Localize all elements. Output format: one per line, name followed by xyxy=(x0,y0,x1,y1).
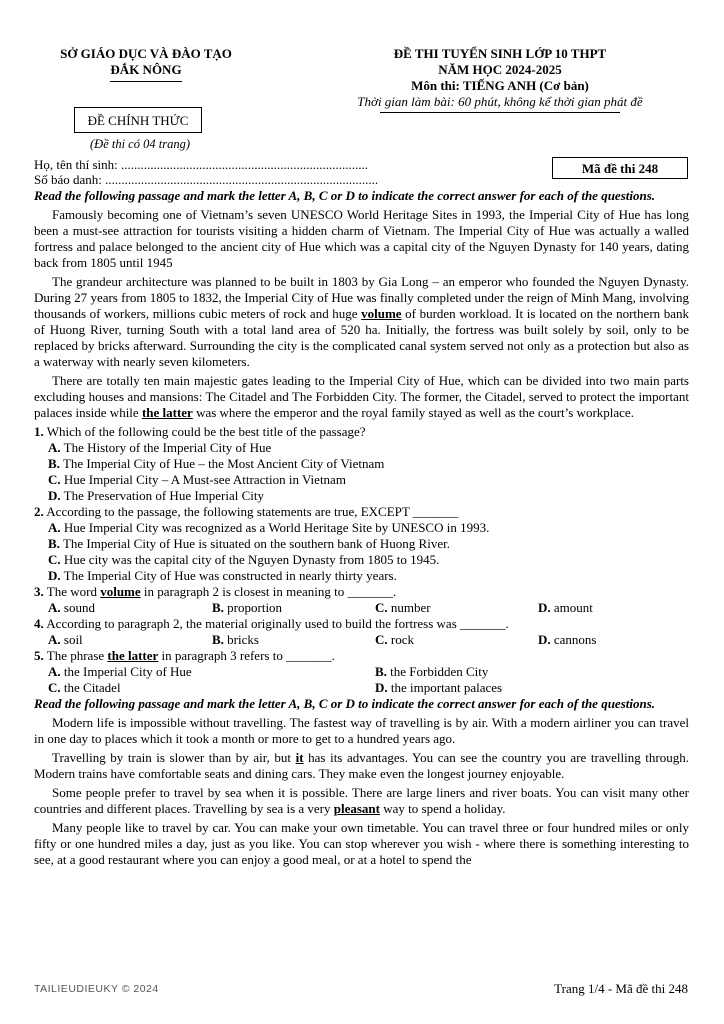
option-text: the Imperial City of Hue xyxy=(63,664,192,679)
question-1 xyxy=(34,424,689,440)
question-3 xyxy=(34,584,689,600)
text-span: The grandeur architecture was planned to be built in 1803 by Gia Long – an emperor who founded the Nguyen Dynasty. During 27 years from 1805 to 1832, the Imperial City of Hue was finally completed under the reign of Minh Mang, involving thousands of workers, millions cubic meters of rock and huge xyxy=(34,274,689,321)
question-text: According to the passage, the following statements are true, EXCEPT _______ xyxy=(43,504,459,519)
option-text: cannons xyxy=(553,632,597,647)
text-span: Travelling by train is slower than by air, but xyxy=(52,750,296,765)
watermark: TAILIEUDIEUKY © 2024 xyxy=(34,983,159,995)
question-2 xyxy=(34,504,689,520)
option-a[interactable]: A. the Imperial City of Hue xyxy=(48,664,192,679)
question-number: 4. xyxy=(34,616,44,631)
option-b[interactable]: B. the Forbidden City xyxy=(375,664,489,679)
option-c[interactable]: C. number xyxy=(375,600,431,615)
question-5 xyxy=(34,648,689,664)
option-text: the Forbidden City xyxy=(390,664,489,679)
school-year: NĂM HỌC 2024-2025 xyxy=(438,62,562,77)
time-note: Thời gian làm bài: 60 phút, không kể thời gian phát đề xyxy=(357,94,643,109)
options-row xyxy=(48,600,689,616)
section-instruction: Read the following passage and mark the letter A, B, C or D to indicate the correct answer for each of the questions. xyxy=(34,188,656,203)
option-a[interactable]: A. sound xyxy=(48,600,95,615)
option-text: soil xyxy=(63,632,83,647)
page-info: Trang 1/4 - Mã đề thi 248 xyxy=(554,981,688,996)
option-text: rock xyxy=(390,632,414,647)
option-text: The Imperial City of Hue is situated on the southern bank of Huong River. xyxy=(62,536,450,551)
question-number: 2. xyxy=(34,504,44,519)
candidate-name-field: Họ, tên thí sinh: ............................................................................ xyxy=(34,157,369,172)
text-span: of burden workload. It is located on the northern bank of Huong River, turning South with a total land area of 520 ha. Initially, the fortress was built solely by soil, only to be replaced by bricks afterward. Surrounding the city is the complicated canal system served not only as a protection but also as a waterway with nearly seven kilometers. xyxy=(34,306,689,369)
option-a[interactable]: A. soil xyxy=(48,632,83,647)
section-instruction: Read the following passage and mark the letter A, B, C or D to indicate the correct answer for each of the questions. xyxy=(34,696,656,711)
pages-note: (Đề thi có 04 trang) xyxy=(90,137,190,151)
question-text: The phrase xyxy=(43,648,108,663)
keyword: volume xyxy=(100,584,141,599)
question-number: 1. xyxy=(34,424,44,439)
passage-paragraph xyxy=(34,274,689,370)
question-number: 3. xyxy=(34,584,44,599)
option-text: Hue city was the capital city of the Nguyen Dynasty from 1805 to 1945. xyxy=(63,552,440,567)
option-c[interactable]: C. Hue Imperial City – A Must-see Attraction in Vietnam xyxy=(48,472,346,487)
option-d[interactable]: D. cannons xyxy=(538,632,597,647)
question-text: The word xyxy=(43,584,101,599)
option-text: the important palaces xyxy=(390,680,503,695)
option-b[interactable]: B. The Imperial City of Hue – the Most Ancient City of Vietnam xyxy=(48,456,385,471)
question-text: Which of the following could be the best title of the passage? xyxy=(43,424,366,439)
option-text: bricks xyxy=(227,632,259,647)
option-d[interactable]: D. the important palaces xyxy=(375,680,503,695)
subject: Môn thi: TIẾNG ANH (Cơ bản) xyxy=(411,78,589,93)
option-c[interactable]: C. Hue city was the capital city of the Nguyen Dynasty from 1805 to 1945. xyxy=(48,552,440,567)
option-b[interactable]: B. The Imperial City of Hue is situated on the southern bank of Huong River. xyxy=(48,536,450,551)
option-text: proportion xyxy=(227,600,283,615)
option-text: The Imperial City of Hue was constructed in nearly thirty years. xyxy=(63,568,397,583)
official-badge: ĐỀ CHÍNH THỨC xyxy=(74,107,202,133)
keyword: the latter xyxy=(141,405,193,420)
option-text: number xyxy=(390,600,431,615)
keyword: volume xyxy=(361,306,402,321)
passage-paragraph xyxy=(34,373,689,421)
department-header xyxy=(26,46,266,82)
passage-paragraph: Many people like to travel by car. You can make your own timetable. You can travel three or four hundred miles or only fifty or one hundred miles a day, just as you like. You can stop wherever you wish - where there is something interesting to see, at a good restaurant where you can enjoy a good meal, or at a hotel to spend the xyxy=(34,820,689,867)
option-text: sound xyxy=(63,600,95,615)
exam-header xyxy=(300,46,700,113)
option-text: The Preservation of Hue Imperial City xyxy=(63,488,265,503)
option-text: amount xyxy=(553,600,593,615)
passage-paragraph xyxy=(34,750,689,782)
option-text: the Citadel xyxy=(63,680,121,695)
department-name: SỞ GIÁO DỤC VÀ ĐÀO TẠO xyxy=(60,46,232,61)
divider xyxy=(110,81,182,82)
option-a[interactable]: A. The History of the Imperial City of Hue xyxy=(48,440,272,455)
text-span: There are totally ten main majestic gates leading to the Imperial City of Hue, which can be divided into two main parts excluding houses and mansions: The Citadel and The Forbidden City. The former, the Citadel, served to protect the important palaces inside while xyxy=(34,373,689,420)
question-text: in paragraph 2 is closest in meaning to _______. xyxy=(140,584,397,599)
option-text: The History of the Imperial City of Hue xyxy=(63,440,272,455)
text-span: has its advantages. You can see the country you are travelling through. Modern trains have comfortable seats and dining cars. They make even the longest journey enjoyable. xyxy=(34,750,689,781)
option-text: The Imperial City of Hue – the Most Ancient City of Vietnam xyxy=(62,456,385,471)
passage-paragraph: Modern life is impossible without travelling. The fastest way of travelling is by air. With a modern airliner you can travel in one day to places which it took a month or more to get to a hundred years ago. xyxy=(34,715,689,746)
option-b[interactable]: B. proportion xyxy=(212,600,283,615)
text-span: was where the emperor and the royal family stayed as well as the court’s workplace. xyxy=(192,405,634,420)
passage-paragraph: Famously becoming one of Vietnam’s seven UNESCO World Heritage Sites in 1993, the Imperial City of Hue has long been a must-see attraction for tourists visiting a hidden charm of Vietnam. The Imperial City of Hue was actually a walled fortress and palace belonged to the ancient city of Hue which was a capital city of the Nguyen Dynasty for 140 years, dating back from 1805 until 1945 xyxy=(34,207,689,270)
exam-code-box: Mã đề thi 248 xyxy=(552,157,688,179)
text-span: Some people prefer to travel by sea when it is possible. There are large liners and river boats. You can visit many other countries and different places. Travelling by sea is a very xyxy=(34,785,689,816)
option-b[interactable]: B. bricks xyxy=(212,632,259,647)
exam-content xyxy=(34,188,689,868)
province-name: ĐẮK NÔNG xyxy=(110,62,182,77)
question-text: According to paragraph 2, the material originally used to build the fortress was _______. xyxy=(43,616,509,631)
option-text: Hue Imperial City – A Must-see Attraction in Vietnam xyxy=(63,472,346,487)
candidate-number-field: Số báo danh: .................................................................................... xyxy=(34,172,379,187)
question-text: in paragraph 3 refers to _______. xyxy=(158,648,335,663)
keyword: it xyxy=(295,750,304,765)
options-row xyxy=(48,632,689,648)
keyword: the latter xyxy=(107,648,159,663)
passage-paragraph xyxy=(34,785,689,817)
option-d[interactable]: D. The Preservation of Hue Imperial City xyxy=(48,488,265,503)
text-span: way to spend a holiday. xyxy=(380,801,506,816)
option-text: Hue Imperial City was recognized as a World Heritage Site by UNESCO in 1993. xyxy=(63,520,490,535)
option-a[interactable]: A. Hue Imperial City was recognized as a World Heritage Site by UNESCO in 1993. xyxy=(48,520,490,535)
option-c[interactable]: C. rock xyxy=(375,632,414,647)
keyword: pleasant xyxy=(333,801,380,816)
option-c[interactable]: C. the Citadel xyxy=(48,680,121,695)
question-number: 5. xyxy=(34,648,44,663)
exam-title: ĐỀ THI TUYỂN SINH LỚP 10 THPT xyxy=(393,46,607,61)
divider xyxy=(380,112,620,113)
option-d[interactable]: D. amount xyxy=(538,600,593,615)
options-row xyxy=(48,664,689,696)
option-d[interactable]: D. The Imperial City of Hue was constructed in nearly thirty years. xyxy=(48,568,397,583)
question-4 xyxy=(34,616,689,632)
